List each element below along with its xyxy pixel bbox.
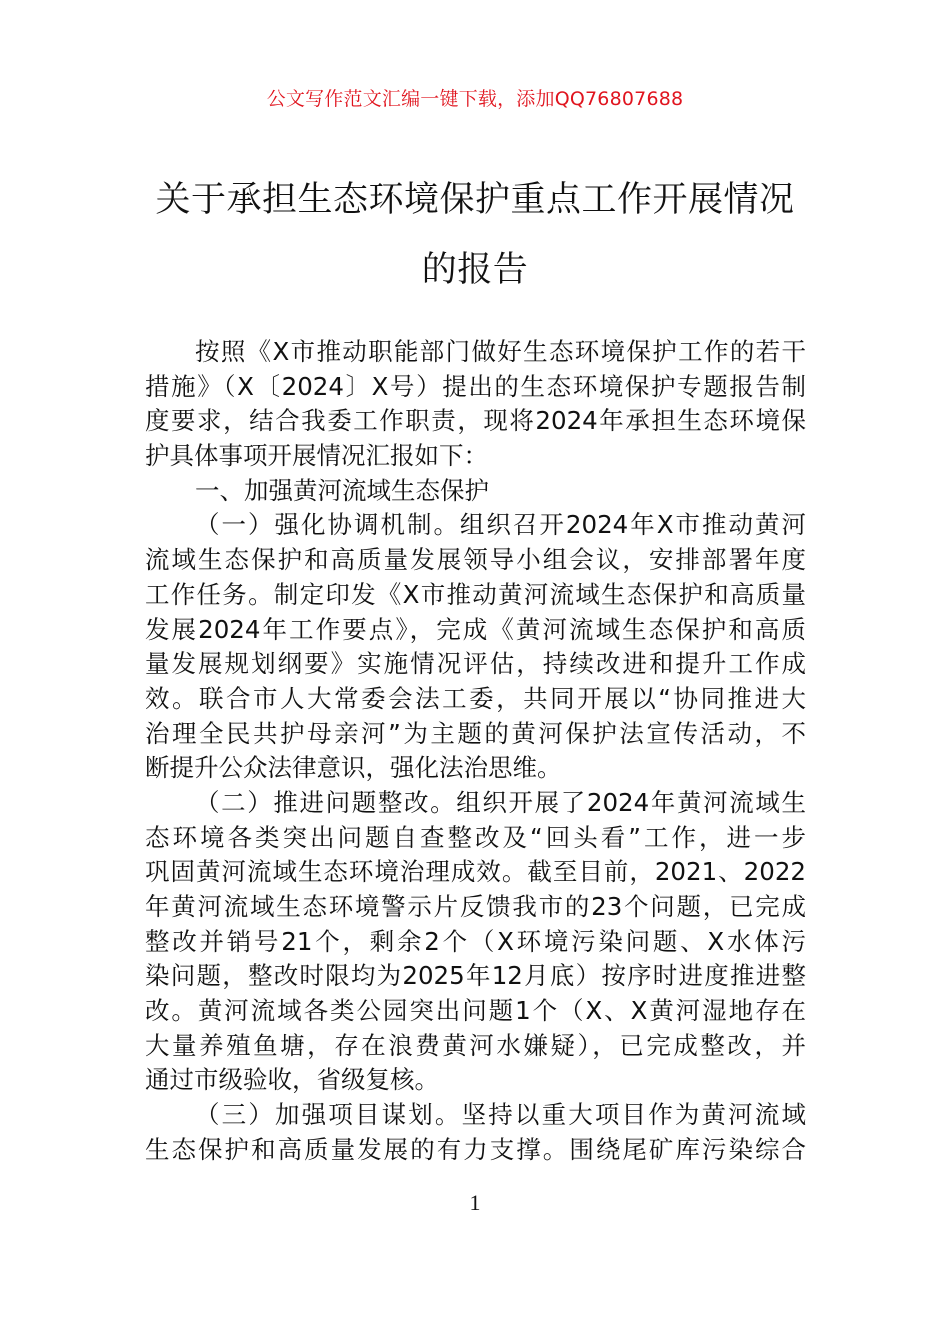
text-line: 态环境各类突出问题自查整改及“回头看”工作，进一步: [145, 822, 806, 852]
document-body: [145, 335, 806, 1168]
text-line: 断提升公众法律意识，强化法治思维。: [145, 753, 562, 783]
document-title-line-2: 的报告: [421, 250, 529, 290]
text-line: 工作任务。制定印发《X市推动黄河流域生态保护和高质量: [145, 579, 806, 609]
text-line: 整改并销号21个，剩余2个（X环境污染问题、X水体污: [145, 926, 806, 956]
text-line: 护具体事项开展情况汇报如下：: [145, 441, 488, 471]
text-line: 发展2024年工作要点》，完成《黄河流域生态保护和高质: [145, 614, 806, 644]
page-number: 1: [469, 1190, 481, 1215]
text-line: 效。联合市人大常委会法工委，共同开展以“协同推进大: [145, 683, 806, 713]
text-line: 按照《X市推动职能部门做好生态环境保护工作的若干: [195, 337, 806, 366]
text-line: 大量养殖鱼塘，存在浪费黄河水嫌疑），已完成整改，并: [145, 1030, 806, 1060]
text-line: 巩固黄河流域生态环境治理成效。截至目前，2021、2022: [145, 857, 806, 887]
text-line: 量发展规划纲要》实施情况评估，持续改进和提升工作成: [145, 649, 806, 679]
text-line: （一）强化协调机制。组织召开2024年X市推动黄河: [195, 510, 806, 540]
text-line: （二）推进问题整改。组织开展了2024年黄河流域生: [195, 787, 806, 817]
document-title-line-1: 关于承担生态环境保护重点工作开展情况: [155, 180, 795, 220]
download-banner: 公文写作范文汇编一键下载，添加QQ76807688: [266, 88, 684, 110]
text-line: 生态保护和高质量发展的有力支撑。围绕尾矿库污染综合: [145, 1134, 806, 1164]
text-line: 度要求，结合我委工作职责，现将2024年承担生态环境保: [145, 406, 806, 436]
text-line: 染问题，整改时限均为2025年12月底）按序时进度推进整: [145, 961, 806, 991]
text-line: 措施》（X〔2024〕X号）提出的生态环境保护专题报告制: [145, 371, 806, 401]
text-line: 年黄河流域生态环境警示片反馈我市的23个问题，已完成: [145, 892, 806, 921]
text-line: 改。黄河流域各类公园突出问题1个（X、X黄河湿地存在: [145, 996, 806, 1026]
text-line: 通过市级验收，省级复核。: [145, 1065, 439, 1095]
text-line: 流域生态保护和高质量发展领导小组会议，安排部署年度: [145, 545, 806, 575]
text-line: 治理全民共护母亲河”为主题的黄河保护法宣传活动，不: [145, 718, 806, 748]
text-line: 一、加强黄河流域生态保护: [195, 475, 489, 505]
text-line: （三）加强项目谋划。坚持以重大项目作为黄河流域: [195, 1100, 806, 1130]
